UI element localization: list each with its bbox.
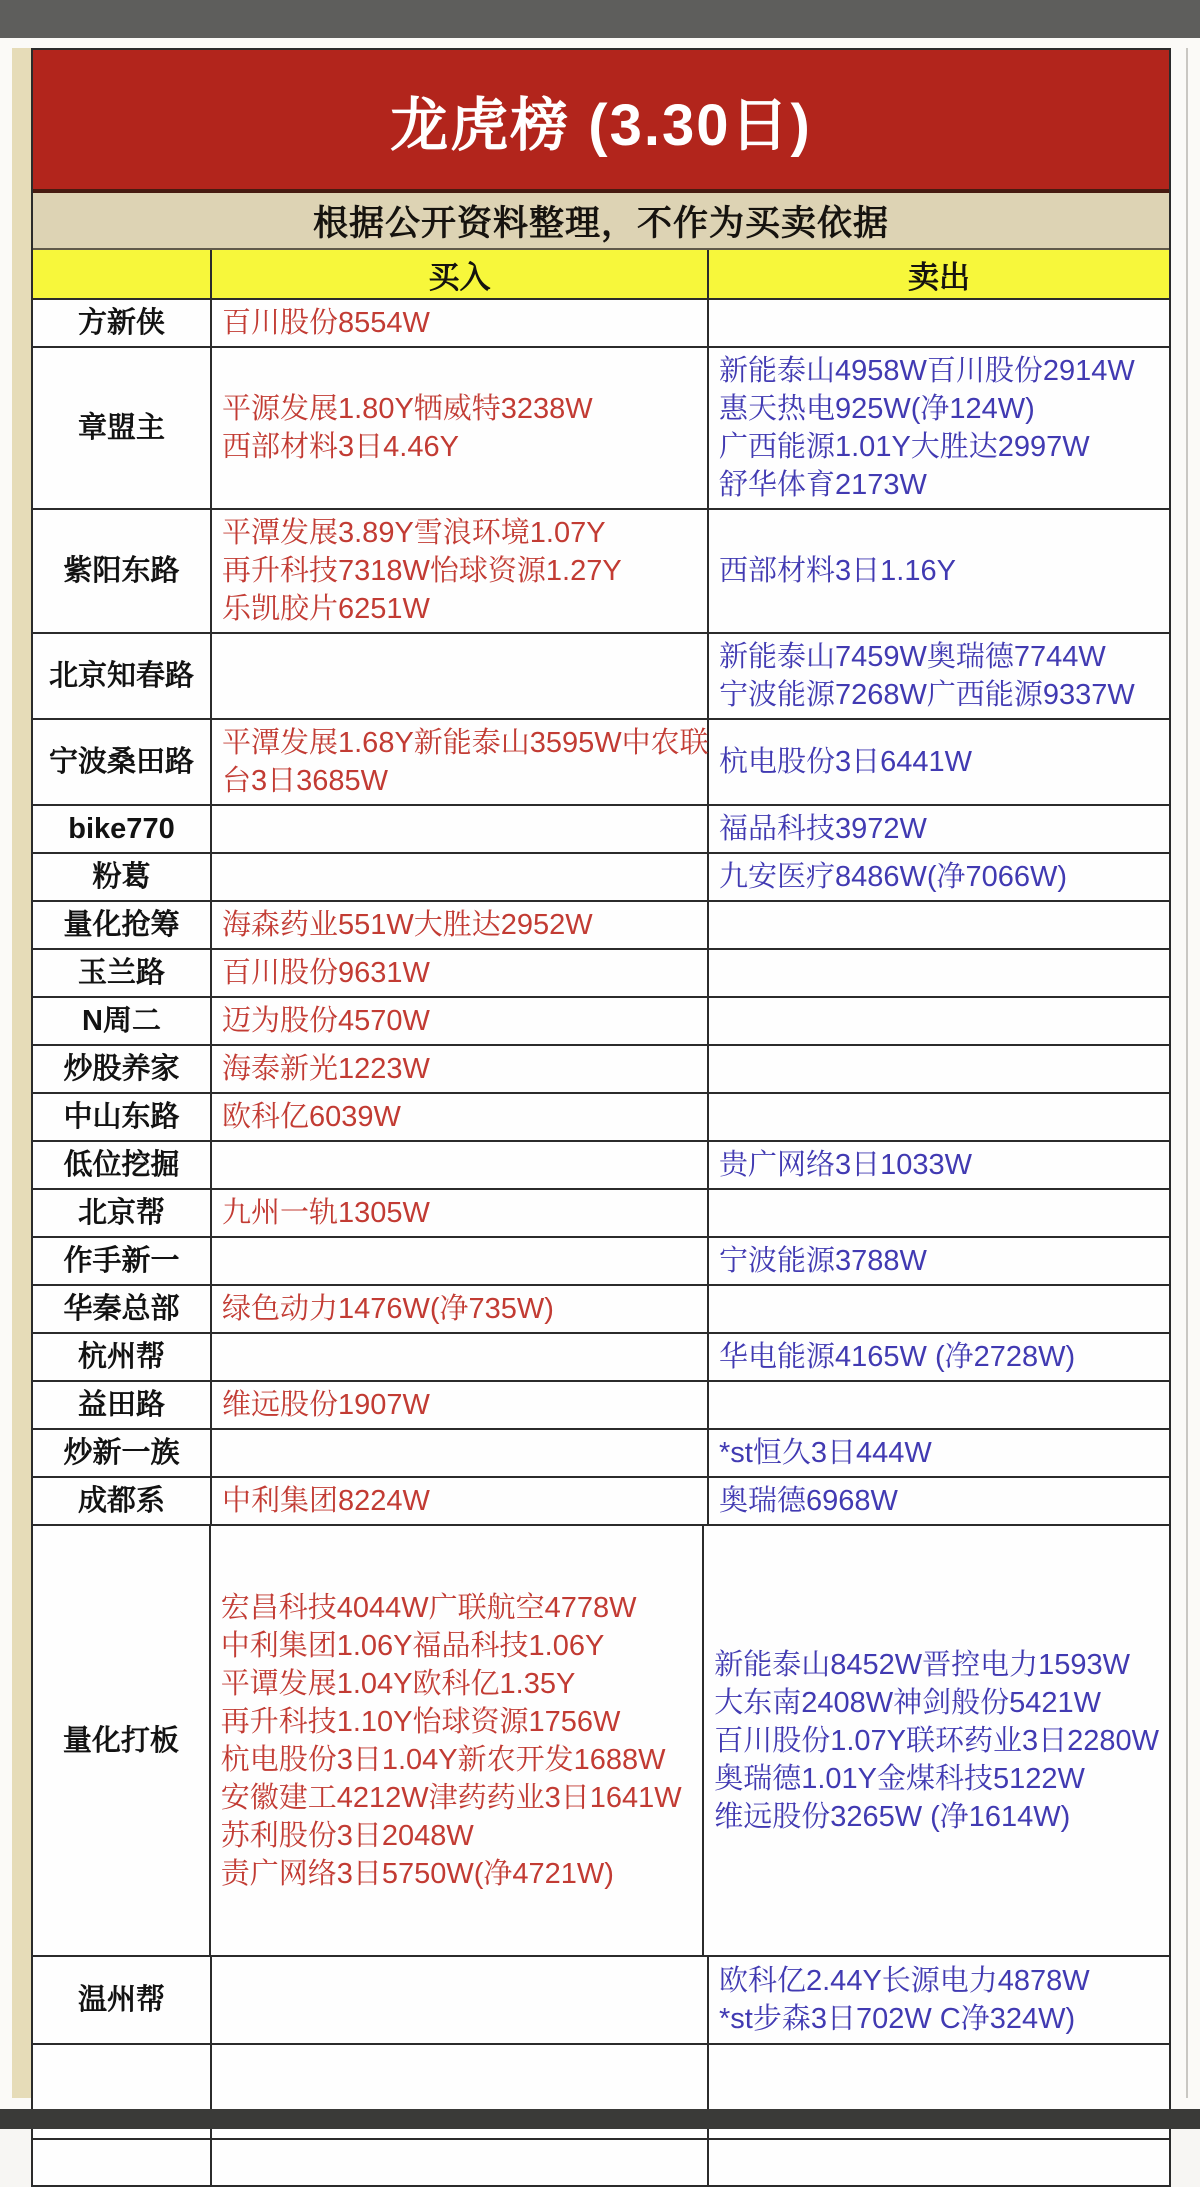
stock-entry: 宁波能源7268W广西能源9337W (719, 679, 1135, 711)
trader-name-cell: 章盟主 (33, 348, 212, 508)
trader-name-cell: 益田路 (33, 1382, 212, 1428)
sell-cell (709, 902, 1169, 948)
sell-cell (709, 1238, 1169, 1284)
trader-name-cell: 杭州帮 (33, 1334, 212, 1380)
stock-entry: 九州一轨1305W (222, 1197, 430, 1229)
stock-entry: 宁波能源3788W (719, 1245, 927, 1277)
stock-entry: 维远股份3265W (净1614W) (714, 1800, 1071, 1833)
stock-entry: 欧科亿6039W (222, 1101, 401, 1133)
stock-entry: 奥瑞德1.01Y金煤科技5122W (714, 1762, 1085, 1795)
table-row (33, 634, 1169, 720)
stock-entry: 福品科技3972W (719, 813, 927, 845)
stock-entry: 平潭发展3.89Y雪浪环境1.07Y (222, 517, 606, 549)
stock-entry: 台3日3685W (222, 765, 389, 797)
buy-cell (212, 902, 709, 948)
trader-name-cell: 炒新一族 (33, 1430, 212, 1476)
sell-cell (709, 806, 1169, 852)
table-row (33, 1094, 1169, 1142)
table-header-row (33, 250, 1169, 300)
header-trader-cell (33, 250, 212, 298)
stock-entry: 大东南2408W神剑般份5421W (714, 1686, 1101, 1719)
table-row (33, 1526, 1169, 1957)
buy-cell (212, 348, 709, 508)
trader-name-cell: 温州帮 (33, 1957, 212, 2043)
buy-cell (212, 806, 709, 852)
sell-cell (709, 854, 1169, 900)
table-row (33, 1334, 1169, 1382)
sell-cell (709, 2140, 1169, 2185)
trader-name-cell (33, 2140, 212, 2185)
table-row (33, 950, 1169, 998)
stock-entry: 海泰新光1223W (222, 1053, 430, 1085)
stock-entry: 宏昌科技4044W广联航空4778W (220, 1591, 637, 1624)
sell-cell (709, 998, 1169, 1044)
page-edge-strip (12, 48, 31, 2098)
stock-entry: 新能泰山7459W奥瑞德7744W (719, 641, 1106, 673)
buy-cell (212, 300, 709, 346)
trader-name-cell: 作手新一 (33, 1238, 212, 1284)
top-gray-bar (0, 0, 1200, 38)
stock-entry: 百川股份9631W (222, 957, 430, 989)
trader-name-cell: 宁波桑田路 (33, 720, 212, 804)
stock-entry: 新能泰山4958W百川股份2914W (719, 355, 1135, 387)
trader-name-cell: 华秦总部 (33, 1286, 212, 1332)
sell-cell (709, 1286, 1169, 1332)
buy-cell (212, 720, 709, 804)
buy-cell (212, 634, 709, 718)
sell-cell (709, 1382, 1169, 1428)
buy-cell (212, 950, 709, 996)
stock-entry: 杭电股份3日1.04Y新农开发1688W (220, 1743, 666, 1776)
table-row (33, 300, 1169, 348)
table-row (33, 1142, 1169, 1190)
stock-entry: *st步森3日702W C净324W) (719, 2003, 1076, 2035)
stock-entry: 安徽建工4212W津药药业3日1641W (220, 1781, 682, 1814)
stock-entry: 欧科亿2.44Y长源电力4878W (719, 1965, 1090, 1997)
trader-name-cell: 量化抢筹 (33, 902, 212, 948)
stock-entry: 维远股份1907W (222, 1389, 430, 1421)
table-row (33, 1478, 1169, 1526)
buy-cell (212, 1238, 709, 1284)
table-row (33, 1286, 1169, 1334)
buy-cell (212, 1957, 709, 2043)
sell-cell (709, 1142, 1169, 1188)
sell-cell (704, 1526, 1169, 1955)
trader-name-cell: 玉兰路 (33, 950, 212, 996)
sell-cell (709, 720, 1169, 804)
sell-cell (709, 1190, 1169, 1236)
stock-entry: 中利集团8224W (222, 1485, 430, 1517)
trader-name-cell: 量化打板 (33, 1526, 211, 1955)
trader-name-cell: 成都系 (33, 1478, 212, 1524)
stock-entry: 百川股份8554W (222, 307, 430, 339)
stock-entry: 百川股份1.07Y联环药业3日2280W (714, 1724, 1159, 1757)
sell-cell (709, 1957, 1169, 2043)
table-row (33, 2140, 1169, 2185)
table-row (33, 1430, 1169, 1478)
stock-entry: 新能泰山8452W晋控电力1593W (714, 1648, 1130, 1681)
table-row (33, 854, 1169, 902)
buy-cell (212, 1430, 709, 1476)
table-body (33, 300, 1169, 2185)
stock-entry: 杭电股份3日6441W (719, 746, 973, 778)
stock-entry: 贵广网络3日1033W (719, 1149, 973, 1181)
sell-cell (709, 300, 1169, 346)
stock-entry: 平谭发展1.04Y欧科亿1.35Y (220, 1667, 576, 1700)
buy-cell (212, 1094, 709, 1140)
stock-entry: 惠天热电925W(净124W) (719, 393, 1035, 425)
buy-cell (212, 1046, 709, 1092)
buy-cell (212, 998, 709, 1044)
table-row (33, 720, 1169, 806)
sell-cell (709, 950, 1169, 996)
stock-entry: 广西能源1.01Y大胜达2997W (719, 431, 1090, 463)
stock-entry: 迈为股份4570W (222, 1005, 430, 1037)
sell-cell (709, 1478, 1169, 1524)
stock-entry: 苏利股份3日2048W (220, 1819, 474, 1852)
buy-cell (212, 1478, 709, 1524)
table-row (33, 806, 1169, 854)
stock-entry: 华电能源4165W (净2728W) (719, 1341, 1076, 1373)
bottom-gray-bar (0, 2109, 1200, 2129)
sell-cell (709, 510, 1169, 632)
buy-cell (212, 1382, 709, 1428)
stock-entry: 责广网络3日5750W(净4721W) (220, 1857, 614, 1890)
table-row (33, 902, 1169, 950)
table-row (33, 998, 1169, 1046)
sell-cell (709, 1334, 1169, 1380)
trader-name-cell: 北京知春路 (33, 634, 212, 718)
stock-entry: 舒华体育2173W (719, 469, 927, 501)
table-row (33, 1238, 1169, 1286)
stock-entry: 平潭发展1.68Y新能泰山3595W中农联 (222, 727, 709, 759)
stock-entry: 奥瑞德6968W (719, 1485, 898, 1517)
trader-name-cell: 低位挖掘 (33, 1142, 212, 1188)
stock-entry: 再升科技1.10Y怡球资源1756W (220, 1705, 621, 1738)
buy-cell (211, 1526, 704, 1955)
stock-entry: 九安医疗8486W(净7066W) (719, 861, 1068, 893)
trader-name-cell: 方新侠 (33, 300, 212, 346)
buy-cell (212, 510, 709, 632)
page-edge-right (1186, 48, 1188, 2098)
header-sell-cell: 卖出 (908, 259, 970, 295)
stock-entry: *st恒久3日444W (719, 1437, 932, 1469)
stock-entry: 西部材料3日4.46Y (222, 431, 459, 463)
stock-entry: 海森药业551W大胜达2952W (222, 909, 593, 941)
table-row (33, 1046, 1169, 1094)
trader-name-cell: 炒股养家 (33, 1046, 212, 1092)
stock-entry: 西部材料3日1.16Y (719, 555, 956, 587)
stock-entry: 乐凯胶片6251W (222, 593, 430, 625)
trader-name-cell: bike770 (33, 806, 212, 852)
stock-entry: 绿色动力1476W(净735W) (222, 1293, 554, 1325)
trader-name-cell: 粉葛 (33, 854, 212, 900)
sell-cell (709, 1046, 1169, 1092)
stock-entry: 平源发展1.80Y牺威特3238W (222, 393, 593, 425)
table-row (33, 510, 1169, 634)
sell-cell (709, 1430, 1169, 1476)
dragon-tiger-board (31, 48, 1171, 2187)
image-canvas (0, 38, 1200, 2109)
header-buy-cell: 买入 (212, 250, 709, 298)
stock-entry: 再升科技7318W怡球资源1.27Y (222, 555, 622, 587)
sell-cell (709, 348, 1169, 508)
trader-name-cell: N周二 (33, 998, 212, 1044)
trader-name-cell: 中山东路 (33, 1094, 212, 1140)
trader-name-cell: 紫阳东路 (33, 510, 212, 632)
sell-cell (709, 1094, 1169, 1140)
buy-cell (212, 1142, 709, 1188)
board-disclaimer: 根据公开资料整理，不作为买卖依据 (33, 193, 1169, 250)
buy-cell (212, 1334, 709, 1380)
sell-cell (709, 634, 1169, 718)
trader-name-cell: 北京帮 (33, 1190, 212, 1236)
table-row (33, 1382, 1169, 1430)
table-row (33, 348, 1169, 510)
buy-cell (212, 2140, 709, 2185)
table-row (33, 1957, 1169, 2045)
board-title: 龙虎榜 (3.30日) (33, 50, 1169, 193)
buy-cell (212, 1286, 709, 1332)
table-row (33, 1190, 1169, 1238)
buy-cell (212, 854, 709, 900)
stock-entry: 中利集团1.06Y福品科技1.06Y (220, 1629, 605, 1662)
buy-cell (212, 1190, 709, 1236)
